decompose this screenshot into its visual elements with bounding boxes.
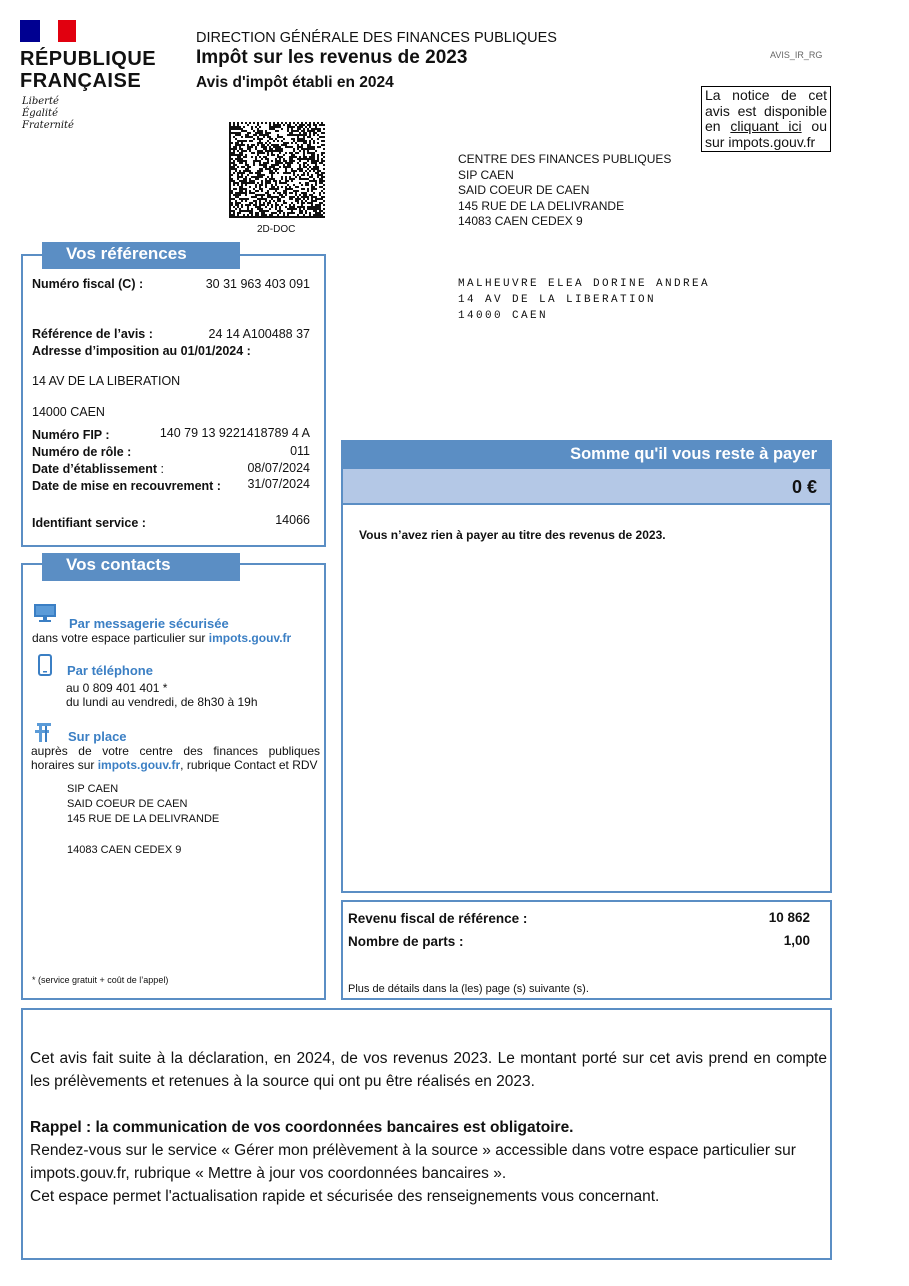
references-tab: Vos références [42,242,240,269]
on-site-text2 [31,758,318,772]
logo-line2: FRANÇAISE [20,70,142,92]
fiscal-number-value: 30 31 963 403 091 [205,277,310,291]
barcode-label: 2D-DOC [257,224,296,235]
page-title: Impôt sur les revenus de 2023 [196,47,468,68]
contact-address-line: SAID COEUR DE CAEN [67,798,188,810]
issue-date-label-text: Date d’établissement [32,462,158,476]
issue-date-colon: : [157,462,164,476]
contact-address-line: 145 RUE DE LA DELIVRANDE [67,813,220,825]
notice-box [701,86,831,152]
collection-date-label: Date de mise en recouvrement : [32,479,221,493]
secure-messaging-title: Par messagerie sécurisée [69,616,229,631]
logo-line1: RÉPUBLIQUE [20,48,157,70]
tax-address-line2: 14000 CAEN [32,405,105,419]
issue-date-label [32,462,164,476]
direction-title: DIRECTION GÉNÉRALE DES FINANCES PUBLIQUES [196,30,557,46]
phone-icon [38,654,52,681]
service-id-value: 14066 [275,513,310,527]
on-site-text2-post: , rubrique Contact et RDV [180,758,318,772]
rfr-value: 10 862 [768,910,810,925]
notice-line3-post: ou [801,118,827,134]
phone-hours: du lundi au vendredi, de 8h30 à 19h [66,695,258,709]
sender-address [458,152,671,230]
role-number-value: 011 [290,444,310,458]
notice-line1: La notice de cet [705,87,827,103]
notice-line2: avis est disponible [705,102,827,119]
payment-amount: 0 € [791,477,817,497]
recipient-address [458,276,710,324]
impots-link[interactable]: impots.gouv.fr [208,631,292,645]
contacts-tab: Vos contacts [42,553,240,581]
on-site-title: Sur place [68,729,127,744]
recipient-line: MALHEUVRE ELEA DORINE ANDREA [458,278,711,290]
info-paragraph-1: Cet avis fait suite à la déclaration, en 2024, de vos revenus 2023. Le montant porté sur cet avis prend en compte les prélèvements et retenues à la source qui ont pu être réalisés en 2023. [30,1050,827,1090]
sender-line: 145 RUE DE LA DELIVRANDE [458,198,625,213]
phone-number: au 0 809 401 401 * [66,681,168,695]
notice-link[interactable]: cliquant ici [730,118,802,134]
sender-line: 14083 CAEN CEDEX 9 [458,214,583,228]
sender-line: CENTRE DES FINANCES PUBLIQUES [458,152,672,166]
fiscal-number-label: Numéro fiscal (C) : [32,277,144,291]
service-id-label: Identifiant service : [32,516,146,530]
tax-address-label: Adresse d’imposition au 01/01/2024 : [32,344,251,358]
phone-title: Par téléphone [67,663,153,678]
notice-reference-value: 24 14 A100488 37 [208,327,310,341]
recipient-line: 14 AV DE LA LIBERATION [458,294,657,306]
info-text [30,1047,827,1208]
impots-link-hours[interactable]: impots.gouv.fr [97,758,181,772]
collection-date-value: 31/07/2024 [247,477,310,491]
issue-date-value: 08/07/2024 [247,461,310,475]
secure-messaging-text [32,631,291,645]
motto-liberte: Liberté [22,96,59,107]
motto-egalite: Égalité [22,108,58,119]
motto-fraternite: Fraternité [22,120,74,131]
payment-message: Vous n’avez rien à payer au titre des revenus de 2023. [359,528,666,542]
document-code: AVIS_IR_RG [770,50,823,60]
tax-address-line1: 14 AV DE LA LIBERATION [32,374,181,388]
sender-line: SIP CAEN [458,167,514,182]
role-number-label: Numéro de rôle : [32,445,132,459]
notice-line4: sur impots.gouv.fr [705,133,816,150]
parts-value: 1,00 [783,933,810,948]
computer-icon [33,603,57,628]
fip-number-value: 140 79 13 9221418789 4 A [159,426,310,440]
notice-reference-label: Référence de l’avis : [32,327,153,341]
contact-address-line: SIP CAEN [67,783,119,795]
page-subtitle: Avis d'impôt établi en 2024 [196,74,394,91]
rfr-label: Revenu fiscal de référence : [348,911,528,926]
info-rappel: Rappel : la communication de vos coordonnées bancaires est obligatoire. [30,1119,574,1136]
contact-address-line: 14083 CAEN CEDEX 9 [67,844,182,856]
republique-logo [20,20,157,136]
notice-line3-pre: en [705,118,731,134]
french-flag-icon [20,20,76,42]
fip-number-label: Numéro FIP : [32,428,110,442]
2d-doc-barcode-icon [229,122,325,218]
info-paragraph-3: Cet espace permet l'actualisation rapide et sécurisée des renseignements vous concernant. [30,1188,660,1205]
details-note: Plus de détails dans la (les) page (s) suivante (s). [348,983,589,995]
sender-line: SAID COEUR DE CAEN [458,183,590,197]
info-paragraph-2: Rendez-vous sur le service « Gérer mon prélèvement à la source » accessible dans votre espace particulier sur impots.gouv.fr, rubrique « Mettre à jour vos coordonnées bancaires ». [30,1142,796,1182]
on-site-text2-pre: horaires sur [31,758,98,772]
payment-header-title: Somme qu'il vous reste à payer [570,445,817,463]
payment-body [341,503,832,893]
contact-address [67,782,219,858]
footnote: * (service gratuit + coût de l’appel) [32,975,169,985]
on-site-text1: auprès de votre centre des finances publiques [31,744,320,758]
secure-messaging-text-part: dans votre espace particulier sur [32,631,209,645]
parts-label: Nombre de parts : [348,934,464,949]
recipient-line: 14000 CAEN [458,310,549,322]
references-panel [21,254,326,547]
